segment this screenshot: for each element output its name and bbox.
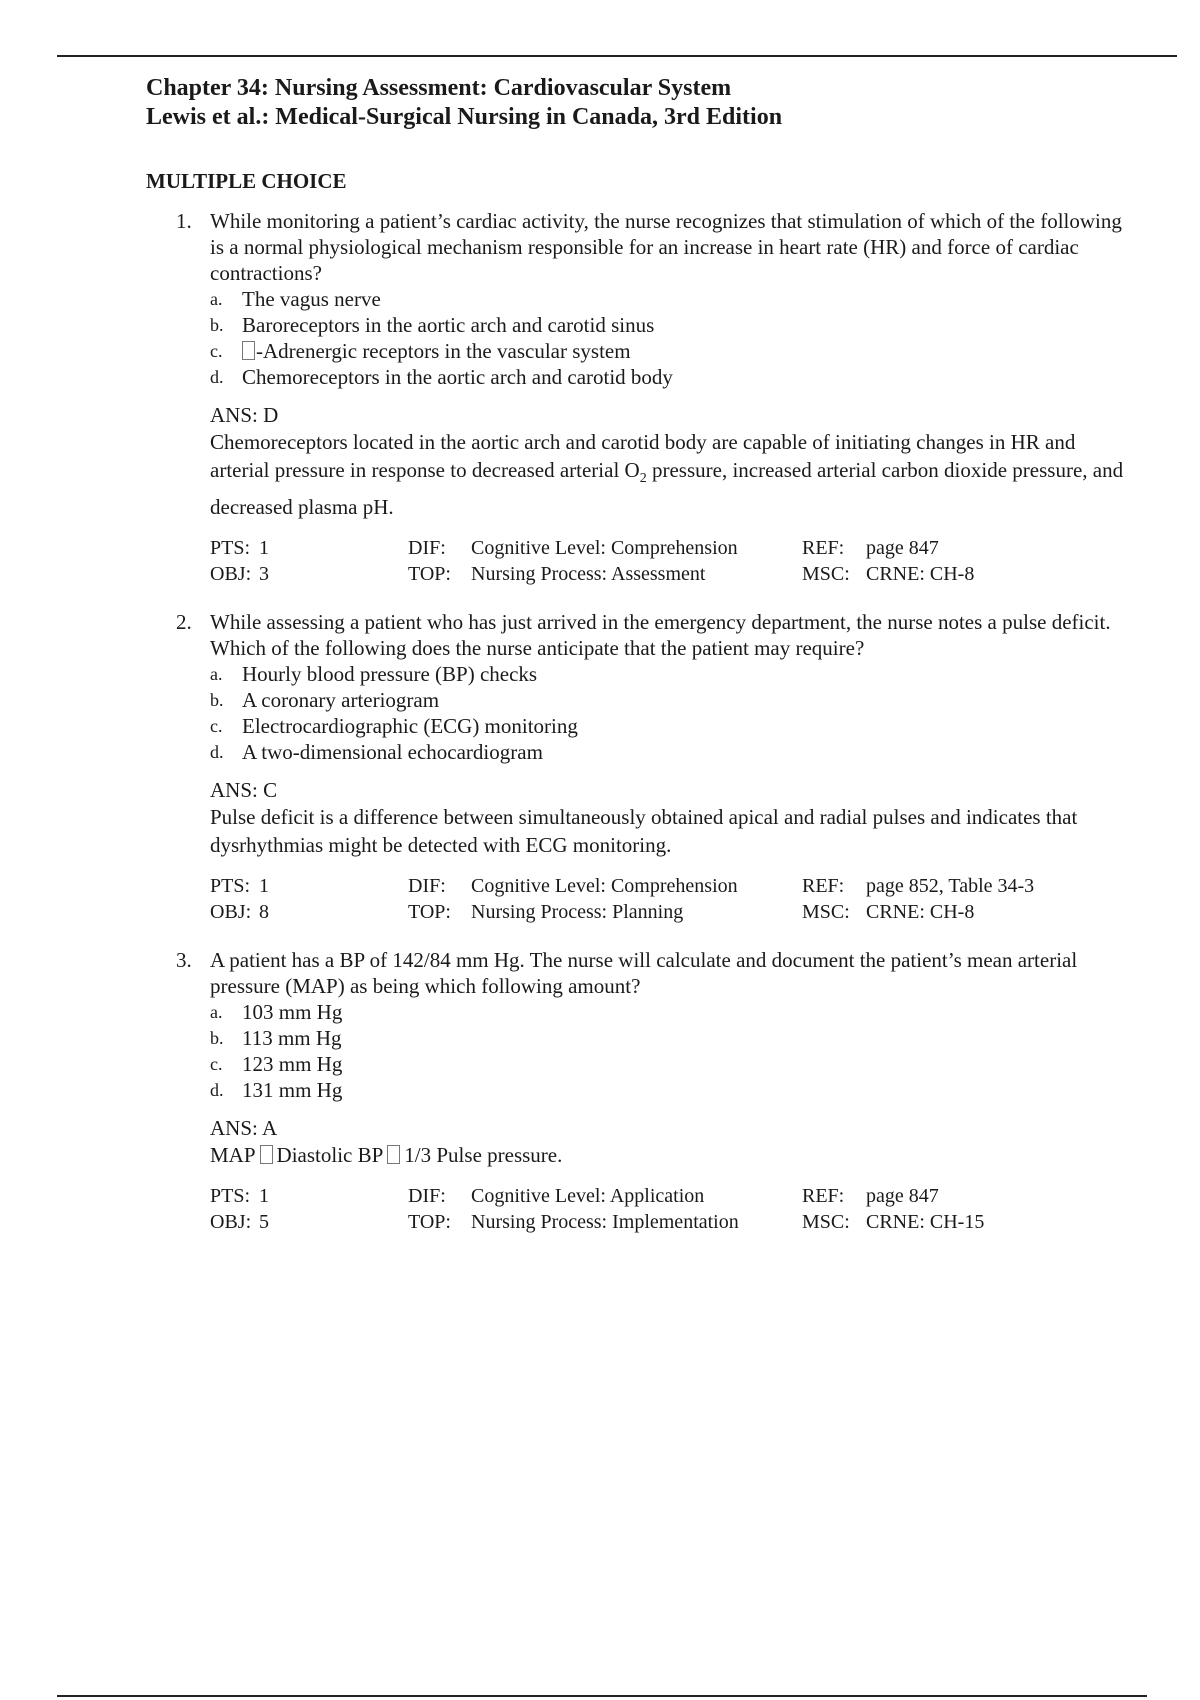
option-list [210, 286, 1136, 390]
answer-label: ANS: [210, 778, 258, 803]
option-letter: c. [210, 1054, 223, 1075]
rationale [210, 428, 1136, 521]
chapter-title: Chapter 34: Nursing Assessment: Cardiovascular System [146, 75, 732, 101]
top-value: Nursing Process: Implementation [471, 1211, 739, 1234]
option-letter: a. [210, 289, 223, 309]
question-number: 1. [176, 209, 192, 233]
obj-label: OBJ: [210, 563, 252, 586]
top-label: TOP: [408, 1211, 451, 1234]
missing-glyph-icon [387, 1145, 400, 1164]
pts-value: 1 [259, 1185, 269, 1208]
pts-label: PTS: [210, 1185, 251, 1208]
dif-label: DIF: [408, 1185, 446, 1208]
answer-value: D [263, 403, 279, 427]
ref-label: REF: [802, 537, 845, 560]
top-label: TOP: [408, 563, 451, 586]
answer-value: C [263, 778, 278, 803]
option-text: 131 mm Hg [242, 1078, 343, 1103]
rationale-text: MAP [210, 1143, 256, 1168]
msc-value: CRNE: CH-15 [866, 1211, 985, 1234]
top-value: Nursing Process: Assessment [471, 563, 706, 586]
question-metadata [210, 535, 1136, 587]
option-letter: b. [210, 1028, 224, 1049]
option-a [210, 999, 1136, 1025]
option-list [210, 999, 1136, 1103]
rationale-text: pressure, increased arterial carbon dioxide pressure, and decreased plasma pH. [210, 458, 1124, 520]
question-1 [176, 208, 1136, 587]
option-letter: d. [210, 742, 224, 763]
rationale-text: 1/3 Pulse pressure. [404, 1143, 563, 1168]
answer-label: ANS: [210, 403, 258, 427]
option-letter: a. [210, 1002, 223, 1023]
option-letter: d. [210, 367, 224, 387]
answer-block [210, 777, 1136, 859]
top-rule [57, 55, 1177, 57]
question-metadata [210, 1183, 1136, 1235]
bottom-rule [57, 1695, 1147, 1697]
msc-value: CRNE: CH-8 [866, 901, 975, 924]
book-title: Lewis et al.: Medical-Surgical Nursing in Canada, 3rd Edition [146, 104, 783, 130]
ref-label: REF: [802, 1185, 845, 1208]
dif-label: DIF: [408, 875, 446, 898]
answer-block [210, 1115, 1136, 1169]
answer-label: ANS: [210, 1116, 258, 1141]
pts-value: 1 [259, 537, 269, 560]
pts-label: PTS: [210, 875, 251, 898]
dif-label: DIF: [408, 537, 446, 560]
option-letter: c. [210, 341, 223, 361]
dif-value: Cognitive Level: Comprehension [471, 537, 738, 560]
obj-value: 3 [259, 563, 269, 586]
option-c [210, 713, 1136, 739]
option-b [210, 1025, 1136, 1051]
question-stem: A patient has a BP of 142/84 mm Hg. The nurse will calculate and document the patient’s mean arterial pressure (MAP) as being which following amount? [210, 948, 1078, 999]
pts-label: PTS: [210, 537, 251, 560]
ref-label: REF: [802, 875, 845, 898]
msc-label: MSC: [802, 1211, 850, 1234]
option-b [210, 687, 1136, 713]
obj-label: OBJ: [210, 1211, 252, 1234]
rationale: Pulse deficit is a difference between simultaneously obtained apical and radial pulses and indicates that dysrhythmias might be detected with ECG monitoring. [210, 805, 1078, 858]
obj-value: 5 [259, 1211, 269, 1234]
option-text: 113 mm Hg [242, 1026, 342, 1051]
option-c [210, 1051, 1136, 1077]
option-d [210, 364, 1136, 390]
question-metadata [210, 873, 1136, 925]
option-text: Hourly blood pressure (BP) checks [242, 662, 538, 687]
document-body [146, 74, 1136, 1249]
option-text: Chemoreceptors in the aortic arch and carotid body [242, 365, 673, 389]
missing-glyph-icon [242, 341, 255, 360]
obj-value: 8 [259, 901, 269, 924]
obj-label: OBJ: [210, 901, 252, 924]
rationale [210, 1141, 1136, 1169]
answer-line [210, 402, 1136, 428]
option-text: 123 mm Hg [242, 1052, 343, 1077]
answer-value: A [261, 1116, 278, 1141]
section-heading: MULTIPLE CHOICE [146, 169, 347, 193]
ref-value: page 847 [866, 537, 939, 560]
question-stem: While assessing a patient who has just arrived in the emergency department, the nurse notes a pulse deficit. Which of the following does the nurse anticipate that the patient may require? [210, 610, 1111, 661]
top-label: TOP: [408, 901, 451, 924]
rationale-subscript: 2 [639, 471, 647, 487]
question-2 [176, 609, 1136, 925]
rationale-text: Diastolic BP [276, 1143, 384, 1168]
option-b [210, 312, 1136, 338]
option-text: A coronary arteriogram [242, 688, 440, 713]
option-text: A two-dimensional echocardiogram [242, 740, 543, 765]
option-letter: b. [210, 315, 224, 335]
ref-value: page 847 [866, 1185, 939, 1208]
msc-value: CRNE: CH-8 [866, 563, 975, 586]
ref-value: page 852, Table 34-3 [866, 875, 1035, 898]
option-letter: c. [210, 716, 223, 737]
dif-value: Cognitive Level: Comprehension [471, 875, 738, 898]
answer-block [210, 402, 1136, 521]
question-stem: While monitoring a patient’s cardiac activity, the nurse recognizes that stimulation of which of the following is a normal physiological mechanism responsible for an increase in heart rate (HR) and force of cardiac contractions? [210, 209, 1122, 285]
msc-label: MSC: [802, 901, 850, 924]
answer-line [210, 777, 1136, 803]
question-3 [176, 947, 1136, 1235]
msc-label: MSC: [802, 563, 850, 586]
missing-glyph-icon [260, 1145, 273, 1164]
option-list [210, 661, 1136, 765]
question-number: 2. [176, 610, 192, 635]
option-a [210, 286, 1136, 312]
option-text: The vagus nerve [242, 287, 381, 311]
dif-value: Cognitive Level: Application [471, 1185, 705, 1208]
option-d [210, 1077, 1136, 1103]
option-d [210, 739, 1136, 765]
option-text: Baroreceptors in the aortic arch and carotid sinus [242, 313, 655, 337]
top-value: Nursing Process: Planning [471, 901, 684, 924]
question-number: 3. [176, 948, 192, 973]
option-text: -Adrenergic receptors in the vascular system [256, 339, 631, 363]
option-letter: a. [210, 664, 223, 685]
option-text: 103 mm Hg [242, 1000, 343, 1025]
answer-line [210, 1115, 1136, 1141]
option-c [210, 338, 1136, 364]
pts-value: 1 [259, 875, 269, 898]
rationale-text: Chemoreceptors located in the aortic arch and carotid body are capable of initiating changes in HR and arterial pressure in response to decreased arterial O [210, 430, 1076, 482]
option-text: Electrocardiographic (ECG) monitoring [242, 714, 578, 739]
option-letter: d. [210, 1080, 224, 1101]
option-a [210, 661, 1136, 687]
option-letter: b. [210, 690, 224, 711]
